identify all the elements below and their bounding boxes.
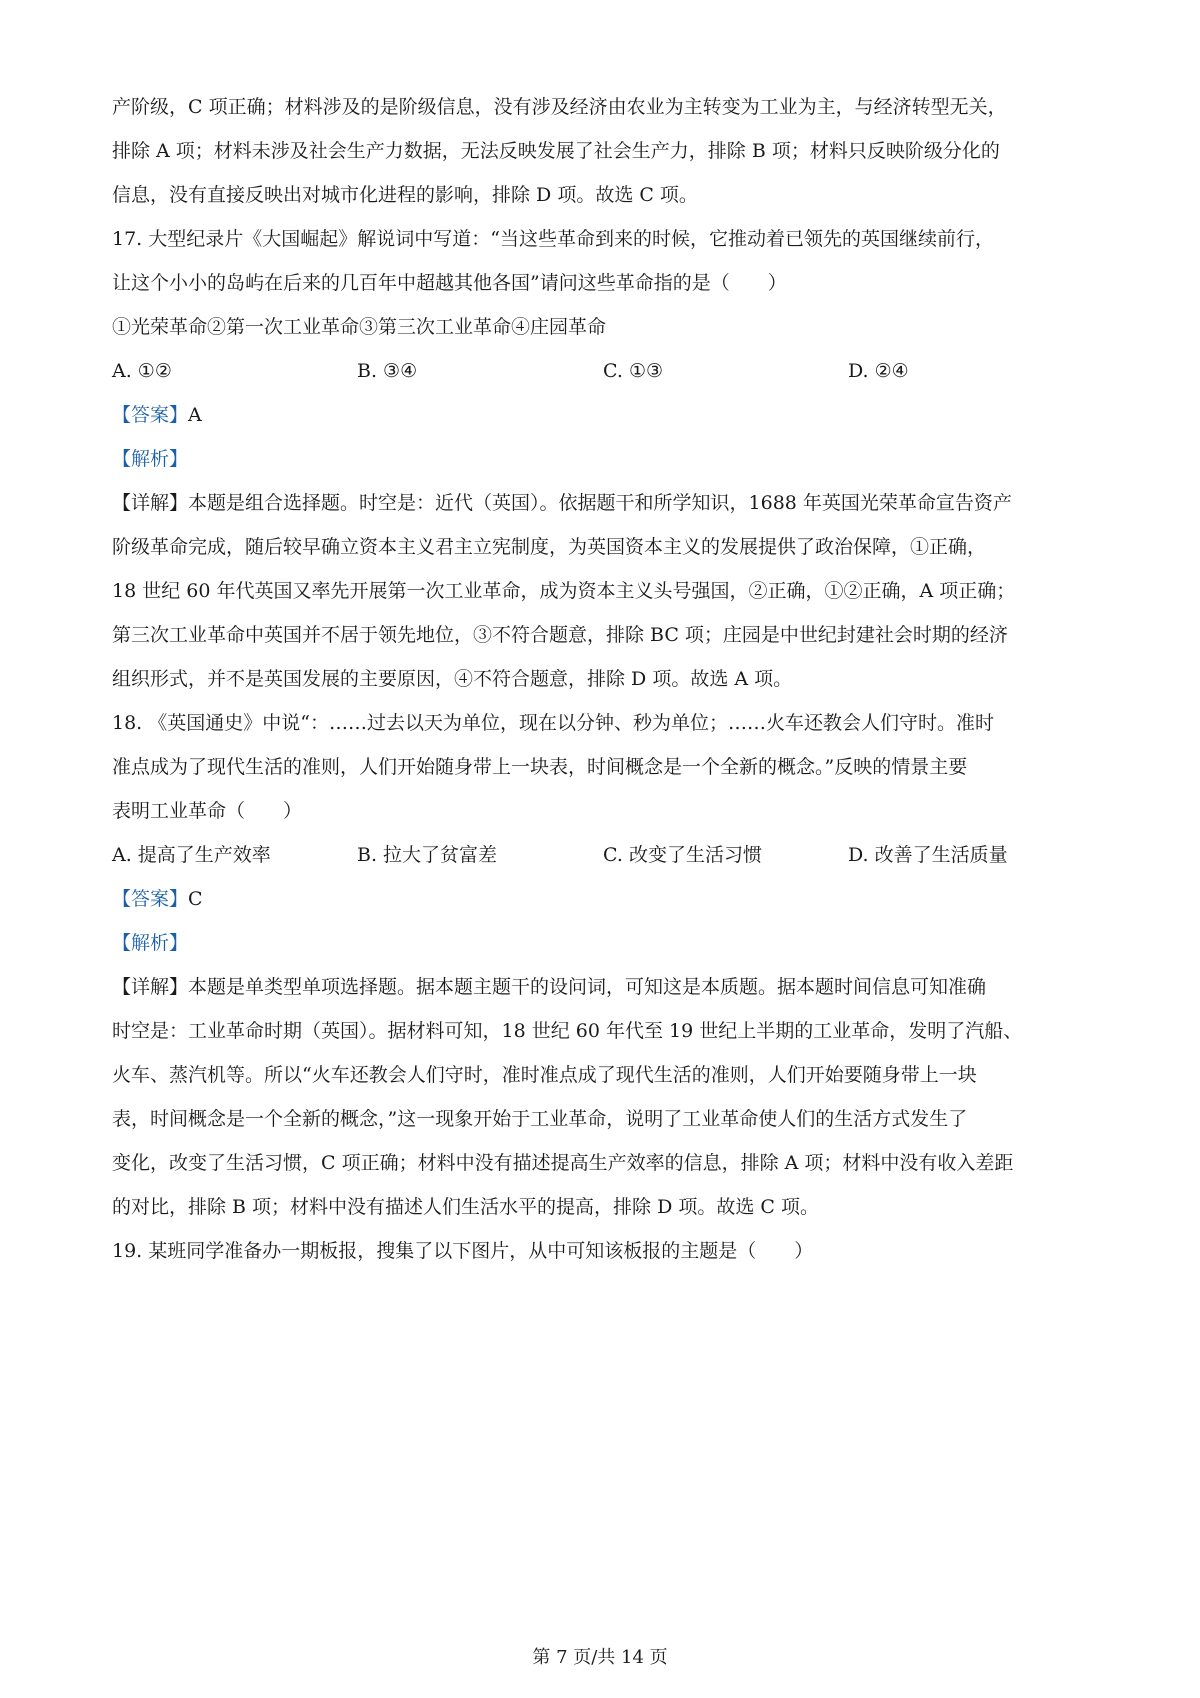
q18-stem-line: 准点成为了现代生活的准则，人们开始随身带上一块表，时间概念是一个全新的概念。”反映的情景主要 [112, 756, 968, 778]
page-footer: 第 7 页/共 14 页 [532, 1647, 668, 1668]
q18-analysis [112, 928, 1102, 958]
q17-detail-line [112, 488, 1102, 518]
q17-detail-line: 组织形式，并不是英国发展的主要原因，④不符合题意，排除 D 项。故选 A 项。 [112, 668, 793, 690]
answer-value: A [188, 404, 202, 426]
detail-text: 本题是组合选择题。时空是：近代（英国）。依据题干和所学知识，1688 年英国光荣革命宣告资产 [188, 492, 1012, 514]
answer-value: C [188, 888, 203, 910]
q17-detail-line: 18 世纪 60 年代英国又率先开展第一次工业革命，成为资本主义头号强国，②正确，①②正确，A 项正确； [112, 580, 1016, 602]
q17-stem-line: 17. 大型纪录片《大国崛起》解说词中写道：“当这些革命到来的时候，它推动着已领先的英国继续前行， [112, 228, 994, 250]
q17-items: ①光荣革命②第一次工业革命③第三次工业革命④庄园革命 [112, 316, 607, 338]
q18-option-c: C. 改变了生活习惯 [603, 844, 762, 866]
detail-tag: 【详解】 [112, 492, 189, 514]
detail-text: 本题是单类型单项选择题。据本题主题干的设问词，可知这是本质题。据本题时间信息可知准确 [188, 976, 987, 998]
q18-detail-line: 变化，改变了生活习惯，C 项正确；材料中没有描述提高生产效率的信息，排除 A 项；材料中没有收入差距 [112, 1152, 1014, 1174]
q17-option-c: C. ①③ [603, 360, 664, 382]
answer-tag: 【答案】 [112, 404, 189, 426]
q18-detail-line: 的对比，排除 B 项；材料中没有描述人们生活水平的提高，排除 D 项。故选 C 项。 [112, 1196, 819, 1218]
q18-option-a: A. 提高了生产效率 [112, 844, 271, 866]
q18-answer [112, 884, 1102, 914]
q18-stem-line: 18. 《英国通史》中说“：……过去以天为单位，现在以分钟、秒为单位；……火车还教会人们守时。准时 [112, 712, 994, 734]
q18-detail-line: 表，时间概念是一个全新的概念，”这一现象开始于工业革命，说明了工业革命使人们的生活方式发生了 [112, 1108, 968, 1130]
analysis-tag: 【解析】 [112, 448, 189, 470]
q17-answer [112, 400, 1102, 430]
q17-option-b: B. ③④ [357, 360, 418, 382]
q17-stem-line: 让这个小小的岛屿在后来的几百年中超越其他各国”请问这些革命指的是（ ） [112, 272, 787, 294]
answer-tag: 【答案】 [112, 888, 189, 910]
q18-detail-line: 火车、蒸汽机等。所以“火车还教会人们守时，准时准点成了现代生活的准则，人们开始要随身带上一块 [112, 1064, 977, 1086]
analysis-tag: 【解析】 [112, 932, 189, 954]
prev-explanation-line: 排除 A 项；材料未涉及社会生产力数据，无法反映发展了社会生产力，排除 B 项；材料只反映阶级分化的 [112, 140, 1000, 162]
q18-stem-line: 表明工业革命（ ） [112, 800, 303, 822]
q17-detail-line: 第三次工业革命中英国并不居于领先地位，③不符合题意，排除 BC 项；庄园是中世纪封建社会时期的经济 [112, 624, 1008, 646]
q18-detail-line: 时空是：工业革命时期（英国）。据材料可知，18 世纪 60 年代至 19 世纪上半期的工业革命，发明了汽船、 [112, 1020, 1023, 1042]
q17-option-a: A. ①② [112, 360, 172, 382]
q18-option-b: B. 拉大了贫富差 [357, 844, 498, 866]
q18-detail-line [112, 972, 1102, 1002]
q17-detail-line: 阶级革命完成，随后较早确立资本主义君主立宪制度，为英国资本主义的发展提供了政治保障，①正确， [112, 536, 987, 558]
q19-stem: 19. 某班同学准备办一期板报，搜集了以下图片，从中可知该板报的主题是（ ） [112, 1240, 814, 1262]
prev-explanation-line: 信息，没有直接反映出对城市化进程的影响，排除 D 项。故选 C 项。 [112, 184, 698, 206]
q17-option-d: D. ②④ [848, 360, 909, 382]
prev-explanation-line: 产阶级，C 项正确；材料涉及的是阶级信息，没有涉及经济由农业为主转变为工业为主，与经济转型无关， [112, 96, 1007, 118]
detail-tag: 【详解】 [112, 976, 189, 998]
q17-analysis [112, 444, 1102, 474]
q18-option-d: D. 改善了生活质量 [848, 844, 1008, 866]
